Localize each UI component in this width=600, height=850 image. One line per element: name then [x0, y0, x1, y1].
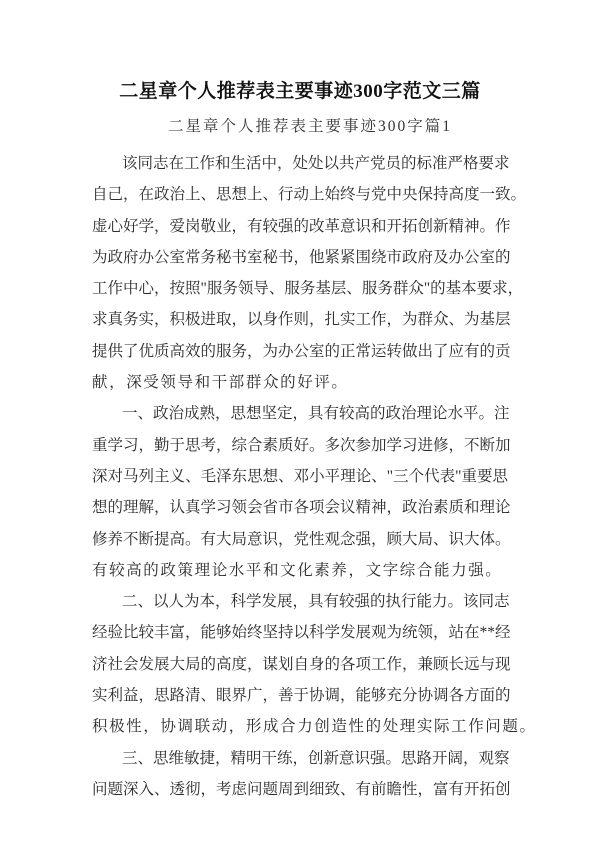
- text-line: 济社会发展大局的高度，谋划自身的各项工作，兼顾长远与现: [92, 655, 511, 673]
- text-line: 有较高的政策理论水平和文化素养，文字综合能力强。: [92, 561, 503, 579]
- text-line: 二、以人为本，科学发展，具有较强的执行能力。该同志: [122, 593, 510, 611]
- text-line: 实利益，思路清、眼界广，善于协调，能够充分协调各方面的: [92, 687, 511, 705]
- paragraph: [92, 398, 511, 586]
- text-line: 献，深受领导和干部群众的好评。: [92, 374, 349, 392]
- document-subtitle: 二星章个人推荐表主要事迹300字篇1: [167, 118, 452, 135]
- text-line: 积极性，协调联动，形成合力创造性的处理实际工作问题。: [92, 718, 537, 736]
- document-body: [92, 148, 537, 805]
- text-line: 求真务实，积极进取，以身作则，扎实工作，为群众、为基层: [92, 311, 511, 329]
- text-line: 工作中心，按照"服务领导、服务基层、服务群众"的基本要求，: [92, 280, 524, 298]
- text-line: 修养不断提高。有大局意识，党性观念强，顾大局、识大体。: [92, 530, 511, 548]
- text-line: 该同志在工作和生活中，处处以共产党员的标准严格要求: [122, 155, 510, 172]
- paragraph: [92, 586, 537, 742]
- paragraph: [92, 148, 527, 398]
- document-title: 二星章个人推荐表主要事迹300字范文三篇: [119, 81, 481, 102]
- text-line: 提供了优质高效的服务，为办公室的正常运转做出了应有的贡: [92, 342, 511, 360]
- text-line: 三、思维敏捷，精明干练，创新意识强。思路开阔，观察: [122, 749, 510, 767]
- text-line: 重学习，勤于思考，综合素质好。多次参加学习进修，不断加: [92, 436, 511, 454]
- text-line: 自己，在政治上、思想上、行动上始终与党中央保持高度一致。: [92, 186, 527, 204]
- text-line: 为政府办公室常务秘书室秘书，他紧紧围绕市政府及办公室的: [92, 248, 511, 266]
- text-line: 一、政治成熟，思想坚定，具有较高的政治理论水平。注: [122, 405, 510, 423]
- text-line: 虚心好学，爱岗敬业，有较强的改革意识和开拓创新精神。作: [92, 217, 511, 235]
- text-line: 经验比较丰富，能够始终坚持以科学发展观为统领，站在**经: [92, 624, 511, 642]
- text-line: 深对马列主义、毛泽东思想、邓小平理论、"三个代表"重要思: [92, 467, 508, 485]
- text-line: 想的理解，认真学习领会省市各项会议精神，政治素质和理论: [92, 499, 511, 517]
- text-line: 问题深入、透彻，考虑问题周到细致、有前瞻性，富有开拓创: [92, 780, 511, 798]
- paragraph: [92, 743, 511, 806]
